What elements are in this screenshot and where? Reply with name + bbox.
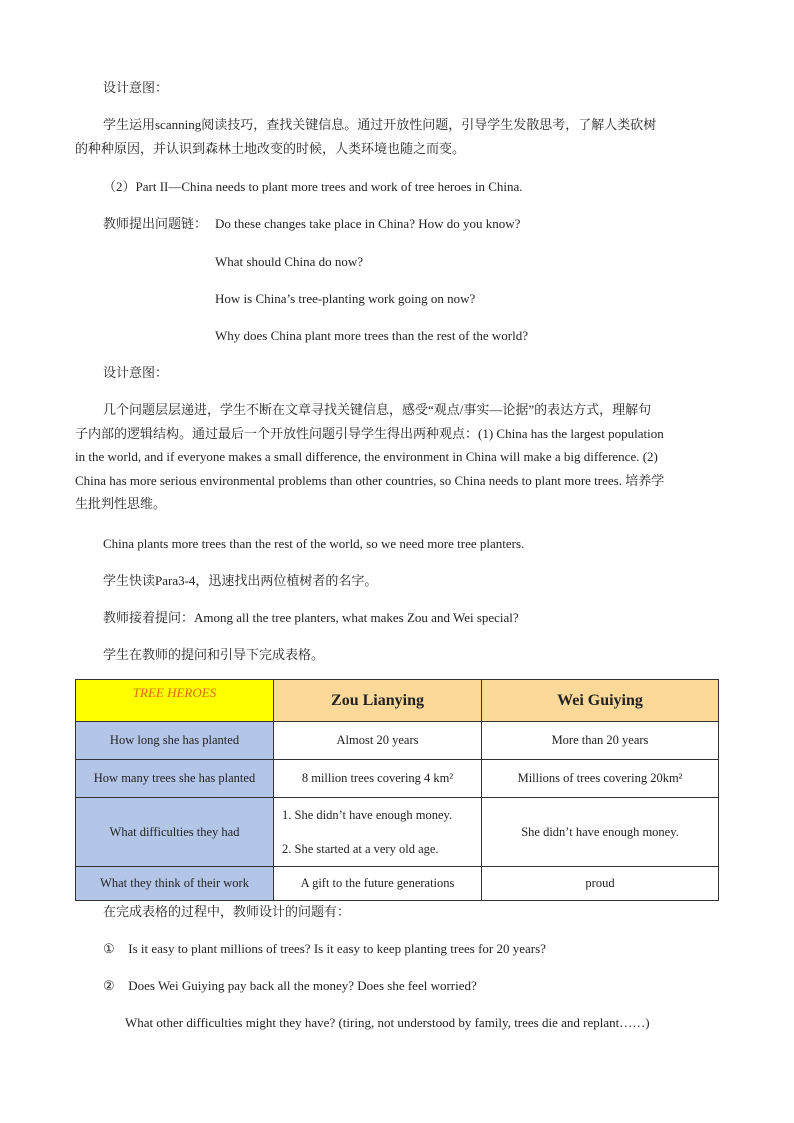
followup-question: 教师接着提问：Among all the tree planters, what makes Zou and Wei special?: [103, 610, 519, 625]
list-marker: ①: [103, 941, 115, 956]
table-intro: 学生在教师的提问和引导下完成表格。: [103, 647, 325, 662]
after-table-question-3: What other difficulties might they have? (tiring, not understood by family, trees die and replant……): [125, 1015, 650, 1030]
column-header-wei: Wei Guiying: [482, 680, 719, 722]
cell-zou: [274, 798, 482, 867]
design-intent-1-line-2: 的种种原因，并认识到森林土地改变的时候，人类环境也随之而变。: [75, 140, 466, 156]
table-corner-title: TREE HEROES: [76, 680, 274, 722]
question-chain-lead: 教师提出问题链：: [103, 216, 208, 231]
question-text: Does Wei Guiying pay back all the money? Does she feel worried?: [128, 978, 477, 993]
design-intent-2-line-2: 子内部的逻辑结构。通过最后一个开放性问题引导学生得出两种观点：(1) China has the largest population: [75, 425, 664, 441]
cell-zou: 8 million trees covering 4 km²: [274, 760, 482, 798]
after-table-lead: 在完成表格的过程中，教师设计的问题有：: [103, 904, 351, 919]
design-intent-body-1: [75, 113, 718, 160]
table-row: [76, 722, 719, 760]
question-4: Why does China plant more trees than the rest of the world?: [215, 328, 528, 343]
skim-task: 学生快读Para3-4，迅速找出两位植树者的名字。: [103, 573, 378, 588]
cell-wei: She didn’t have enough money.: [482, 798, 719, 867]
cell-zou: A gift to the future generations: [274, 867, 482, 901]
table-row: [76, 867, 719, 901]
design-intent-body-2: [75, 398, 718, 516]
tree-heroes-table: [75, 679, 719, 901]
design-intent-2-line-3: in the world, and if everyone makes a small difference, the environment in China will make a big difference. (2): [75, 449, 658, 464]
question-text: Is it easy to plant millions of trees? Is it easy to keep planting trees for 20 years?: [128, 941, 546, 956]
column-header-zou: Zou Lianying: [274, 680, 482, 722]
row-label: How many trees she has planted: [76, 760, 274, 798]
table-row: [76, 760, 719, 798]
design-intent-heading-1: 设计意图：: [103, 80, 169, 95]
design-intent-2-line-1: 几个问题层层递进，学生不断在文章寻找关键信息，感受“观点/事实—论据”的表达方式，理解句: [103, 402, 652, 417]
list-marker: ②: [103, 978, 115, 993]
after-table-question-2: [103, 978, 477, 994]
design-intent-2-line-4: China has more serious environmental problems than other countries, so China needs to plant more trees. 培养学: [75, 472, 665, 488]
row-label: What they think of their work: [76, 867, 274, 901]
question-2: What should China do now?: [215, 254, 364, 269]
cell-wei: More than 20 years: [482, 722, 719, 760]
cell-zou-line-1: 1. She didn’t have enough money.: [282, 808, 453, 822]
cell-wei: proud: [482, 867, 719, 901]
cell-wei: Millions of trees covering 20km²: [482, 760, 719, 798]
part-2-title: （2）Part II—China needs to plant more trees and work of tree heroes in China.: [103, 179, 523, 194]
table-header-row: [76, 680, 719, 722]
row-label: What difficulties they had: [76, 798, 274, 867]
conclusion-statement: China plants more trees than the rest of the world, so we need more tree planters.: [103, 536, 525, 551]
cell-zou: Almost 20 years: [274, 722, 482, 760]
question-3: How is China’s tree-planting work going on now?: [215, 291, 476, 306]
after-table-question-1: [103, 941, 546, 957]
question-1: Do these changes take place in China? How do you know?: [215, 216, 521, 231]
table-row: [76, 798, 719, 867]
design-intent-heading-2: 设计意图：: [103, 365, 169, 380]
design-intent-1-line-1: 学生运用scanning阅读技巧，查找关键信息。通过开放性问题，引导学生发散思考，了解人类砍树: [103, 117, 657, 132]
cell-zou-line-2: 2. She started at a very old age.: [282, 842, 439, 856]
design-intent-2-line-5: 生批判性思维。: [75, 496, 167, 511]
row-label: How long she has planted: [76, 722, 274, 760]
